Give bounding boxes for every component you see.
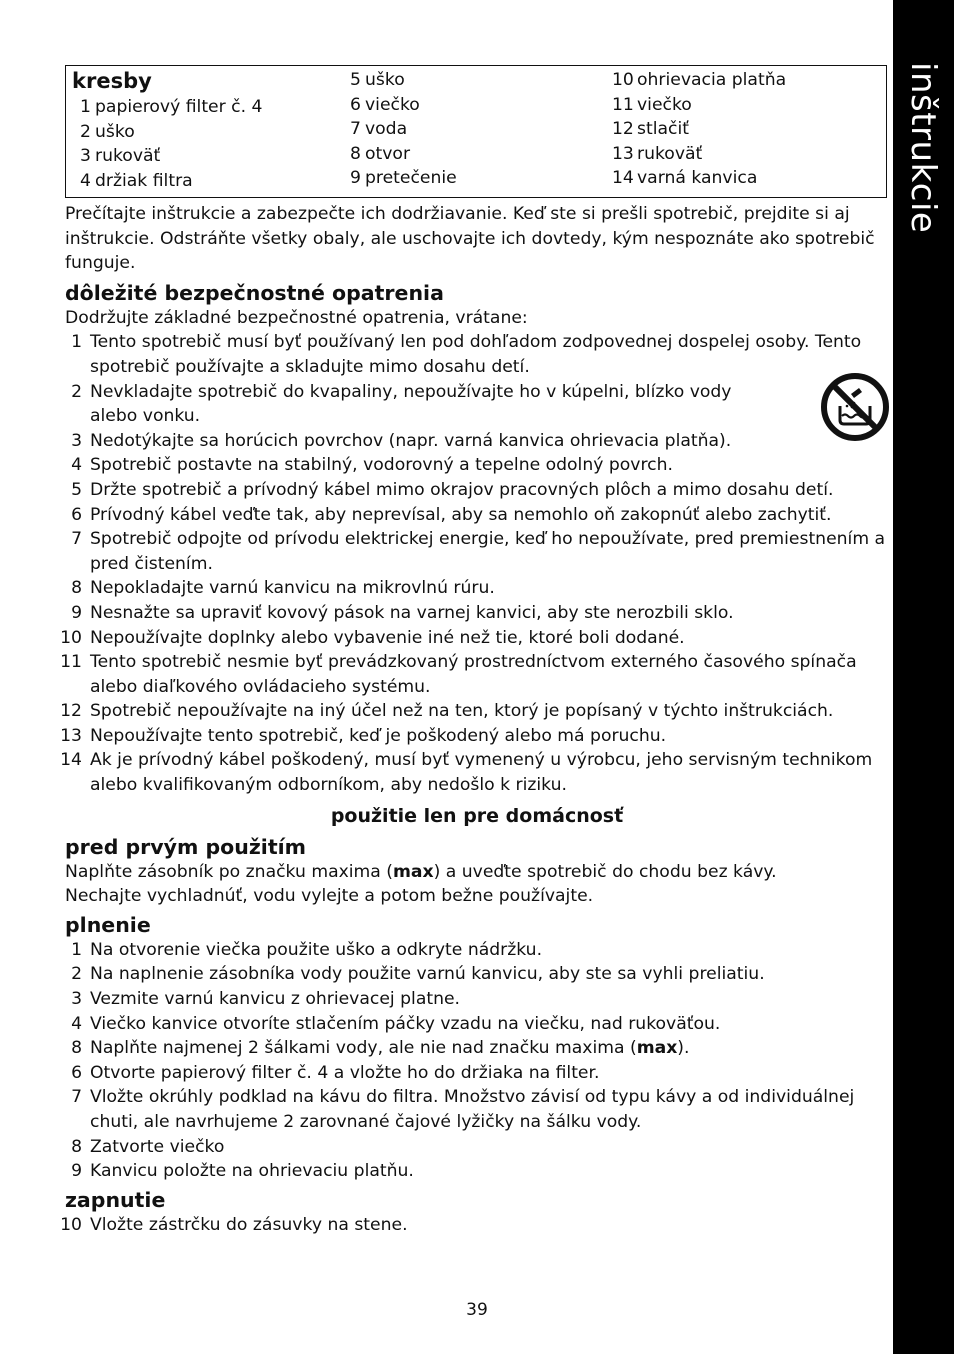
item-text: Nepoužívajte tento spotrebič, keď je poškodený alebo má poruchu. — [90, 725, 667, 746]
item-text: ). — [677, 1038, 690, 1059]
legend-number: 6 — [350, 94, 361, 115]
legend-item — [350, 93, 457, 118]
list-item — [65, 1012, 889, 1037]
legend-item — [350, 68, 457, 93]
list-item — [65, 1135, 889, 1160]
legend-number: 1 — [80, 97, 91, 117]
item-number: 10 — [60, 627, 82, 648]
legend-item — [612, 68, 786, 93]
item-number: 7 — [71, 1087, 82, 1108]
item-text: Spotrebič nepoužívajte na iný účel než na ten, ktorý je popísaný v týchto inštrukciách. — [90, 701, 834, 722]
safety-list — [60, 330, 889, 797]
list-item — [65, 987, 889, 1012]
switch-on-list — [60, 1213, 889, 1238]
item-number: 10 — [60, 1214, 82, 1235]
list-item — [65, 478, 889, 503]
legend-label: stlačiť — [637, 119, 689, 140]
list-item — [65, 962, 889, 987]
legend-number: 13 — [612, 143, 634, 164]
legend-label: ohrievacia platňa — [637, 70, 787, 90]
legend-item — [80, 144, 262, 169]
item-number: 13 — [60, 725, 82, 746]
item-number: 6 — [71, 1062, 82, 1083]
item-number: 14 — [60, 750, 82, 771]
legend-column-1 — [80, 95, 262, 193]
legend-label: voda — [365, 119, 408, 140]
filling-list — [65, 938, 889, 1184]
legend-item — [612, 117, 786, 142]
item-text: Nesnažte sa upraviť kovový pások na varnej kanvici, aby ste nerozbili sklo. — [90, 602, 734, 623]
item-number: 1 — [71, 939, 82, 960]
legend-number: 7 — [350, 119, 361, 140]
item-number: 1 — [71, 332, 82, 353]
drawing-legend — [65, 65, 887, 198]
page-number: 39 — [466, 1300, 488, 1320]
legend-number: 8 — [350, 143, 361, 164]
item-number: 12 — [60, 701, 82, 722]
legend-number: 3 — [80, 146, 91, 167]
legend-column-3 — [612, 68, 786, 191]
household-note: použitie len pre domácnosť — [330, 804, 624, 827]
safety-title: dôležité bezpečnostné opatrenia — [65, 280, 444, 305]
item-text: Spotrebič odpojte od prívodu elektrickej energie, keď ho nepoužívate, pred premiestnením a pred čistením. — [90, 529, 886, 574]
first-use-line-2: Nechajte vychladnúť, vodu vylejte a potom bežne používajte. — [65, 886, 594, 907]
legend-number: 4 — [80, 170, 91, 191]
legend-label: varná kanvica — [637, 168, 758, 189]
item-text: Vložte zástrčku do zásuvky na stene. — [90, 1214, 408, 1235]
item-number: 8 — [71, 578, 82, 599]
item-text: Viečko kanvice otvoríte stlačením páčky vzadu na viečku, nad rukoväťou. — [90, 1013, 721, 1034]
item-text: Nepoužívajte doplnky alebo vybavenie iné než tie, ktoré boli dodané. — [90, 627, 685, 648]
item-text: Naplňte najmenej 2 šálkami vody, ale nie nad značku maxima ( — [90, 1038, 637, 1059]
item-number: 8 — [71, 1038, 82, 1059]
list-item — [65, 938, 889, 963]
list-item — [60, 1213, 889, 1238]
list-item — [65, 380, 889, 429]
legend-label: otvor — [365, 143, 411, 164]
item-number: 6 — [71, 504, 82, 525]
first-use-title: pred prvým použitím — [65, 834, 307, 859]
list-item — [65, 503, 889, 528]
list-item — [65, 453, 889, 478]
item-text: Prívodný kábel veďte tak, aby neprevísal, aby sa nemohlo oň zakopnúť alebo zachytiť. — [90, 504, 832, 525]
legend-label: pretečenie — [365, 168, 457, 189]
legend-item — [80, 95, 262, 120]
item-number: 2 — [71, 964, 82, 985]
list-item — [60, 724, 889, 749]
list-item — [60, 699, 889, 724]
legend-item — [612, 93, 786, 118]
filling-title: plnenie — [65, 912, 151, 937]
intro-text: Prečítajte inštrukcie a zabezpečte ich dodržiavanie. Keď ste si prešli spotrebič, prejdite si aj inštrukcie. Odstráňte všetky obaly, ale uschovajte ich dovtedy, kým nespoznáte ako spotrebič funguje. — [65, 204, 875, 274]
safety-lead: Dodržujte základné bezpečnostné opatrenia, vrátane: — [65, 307, 528, 328]
list-item — [65, 601, 889, 626]
legend-column-2 — [350, 68, 457, 191]
item-number: 4 — [71, 1013, 82, 1034]
item-number: 4 — [71, 455, 82, 476]
first-use-text: ) a uveďte spotrebič do chodu bez kávy. — [433, 861, 777, 882]
list-item — [65, 527, 889, 576]
item-number: 3 — [71, 430, 82, 451]
item-text: Nevkladajte spotrebič do kvapaliny, nepoužívajte ho v kúpelni, blízko vody alebo vonku. — [90, 381, 732, 427]
legend-item — [80, 169, 262, 194]
item-text: Na naplnenie zásobníka vody použite varnú kanvicu, aby ste sa vyhli preliatiu. — [90, 964, 765, 985]
item-text: Kanvicu položte na ohrievaciu platňu. — [90, 1161, 414, 1182]
item-text: Tento spotrebič musí byť používaný len pod dohľadom zodpovednej dospelej osoby. Tento spotrebič používajte a skladujte mimo dosahu detí. — [90, 332, 862, 377]
item-text: Ak je prívodný kábel poškodený, musí byť vymenený u výrobcu, jeho servisným technikom alebo kvalifikovaným odborníkom, aby nedošlo k riziku. — [90, 750, 873, 796]
item-text: Spotrebič postavte na stabilný, vodorovný a tepelne odolný povrch. — [90, 455, 673, 476]
legend-label: uško — [95, 121, 135, 142]
switch-on-title: zapnutie — [65, 1187, 166, 1212]
main-content — [60, 202, 889, 1237]
item-number: 8 — [71, 1136, 82, 1157]
legend-item — [350, 166, 457, 191]
list-item — [60, 748, 889, 797]
legend-item — [350, 142, 457, 167]
list-item — [65, 1085, 889, 1134]
legend-number: 12 — [612, 119, 634, 140]
legend-number: 14 — [612, 168, 634, 189]
first-use-text: Naplňte zásobník po značku maxima ( — [65, 861, 393, 882]
legend-title: kresby — [72, 69, 152, 93]
legend-item — [80, 120, 262, 145]
item-text: Nedotýkajte sa horúcich povrchov (napr. varná kanvica ohrievacia platňa). — [90, 430, 732, 451]
list-item — [60, 650, 889, 699]
list-item — [65, 576, 889, 601]
list-item — [65, 330, 889, 379]
list-item — [65, 1036, 889, 1061]
item-number: 5 — [71, 479, 82, 500]
legend-label: držiak filtra — [95, 170, 193, 191]
legend-number: 2 — [80, 121, 91, 142]
legend-number: 11 — [612, 94, 634, 115]
legend-label: rukoväť — [637, 143, 703, 164]
item-text: Tento spotrebič nesmie byť prevádzkovaný prostredníctvom externého časového spínača alebo diaľkového ovládacieho systému. — [90, 652, 857, 697]
legend-label: papierový filter č. 4 — [95, 97, 263, 117]
list-item — [65, 429, 889, 454]
item-number: 9 — [71, 1161, 82, 1182]
legend-number: 9 — [350, 168, 361, 189]
legend-number: 10 — [612, 70, 634, 90]
max-label: max — [393, 861, 434, 882]
legend-label: viečko — [365, 94, 420, 115]
item-text: Držte spotrebič a prívodný kábel mimo okrajov pracovných plôch a mimo dosahu detí. — [90, 479, 834, 500]
list-item — [60, 626, 889, 651]
item-number: 7 — [71, 529, 82, 550]
max-label: max — [636, 1038, 678, 1059]
item-number: 2 — [71, 381, 82, 402]
item-text: Vezmite varnú kanvicu z ohrievacej platne. — [90, 989, 461, 1010]
item-number: 3 — [71, 989, 82, 1010]
legend-item — [350, 117, 457, 142]
legend-item — [612, 142, 786, 167]
item-text: Otvorte papierový filter č. 4 a vložte ho do držiaka na filter. — [90, 1062, 600, 1083]
legend-label: uško — [365, 70, 405, 90]
item-number: 11 — [60, 652, 82, 673]
side-tab-label: inštrukcie — [903, 62, 943, 234]
list-item — [65, 1159, 889, 1184]
item-text: Na otvorenie viečka použite uško a odkryte nádržku. — [90, 939, 543, 960]
first-use-line-1 — [65, 860, 889, 885]
item-text: Zatvorte viečko — [90, 1136, 225, 1157]
item-number: 9 — [71, 602, 82, 623]
legend-item — [612, 166, 786, 191]
item-text: Nepokladajte varnú kanvicu na mikrovlnú rúru. — [90, 578, 495, 599]
legend-label: viečko — [637, 94, 692, 115]
list-item — [65, 1061, 889, 1086]
item-text: Vložte okrúhly podklad na kávu do filtra. Množstvo závisí od typu kávy a od individuálnej chuti, ale navrhujeme 2 zarovnané čajové lyžičky na šálku vody. — [90, 1087, 855, 1132]
no-water-immersion-icon — [820, 372, 890, 442]
legend-number: 5 — [350, 70, 361, 90]
legend-label: rukoväť — [95, 146, 161, 167]
